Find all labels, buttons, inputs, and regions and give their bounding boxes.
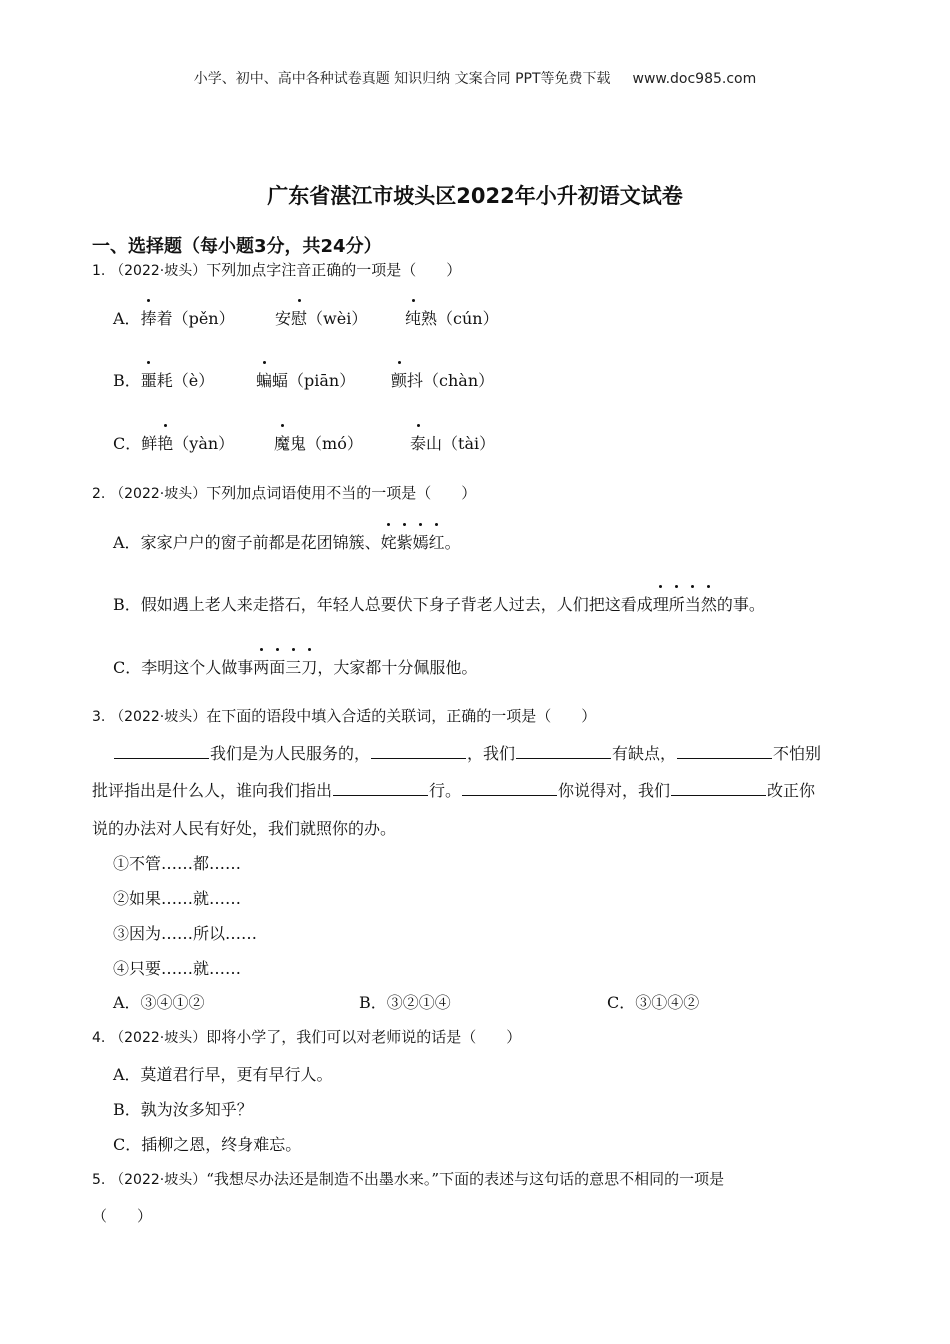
char: 抖 bbox=[407, 371, 424, 390]
passage-text: 有缺点， bbox=[612, 744, 677, 763]
dotted-char: 艳 bbox=[157, 431, 173, 454]
fill-blank[interactable] bbox=[462, 780, 557, 796]
dotted-char: 蝙 bbox=[256, 368, 272, 391]
passage-text: 我们是为人民服务的， bbox=[210, 744, 371, 763]
option-label: B． bbox=[113, 595, 141, 614]
q1-option-a-word2 bbox=[275, 306, 367, 329]
q1-option-b-word2 bbox=[256, 368, 355, 391]
q4-option-b[interactable]: B．孰为汝多知乎？ bbox=[113, 1100, 253, 1119]
question-number: 2. bbox=[92, 486, 106, 502]
question-4-stem bbox=[92, 1026, 521, 1047]
exam-title: 广东省湛江市坡头区2022年小升初语文试卷 bbox=[267, 184, 683, 208]
passage-text: 不怕别 bbox=[773, 744, 822, 763]
q1-option-b[interactable] bbox=[113, 368, 214, 391]
section-heading: 一、选择题（每小题3分，共24分） bbox=[92, 236, 382, 257]
question-number: 4. bbox=[92, 1030, 106, 1046]
question-5-stem bbox=[92, 1168, 724, 1189]
fill-blank[interactable] bbox=[516, 743, 611, 759]
fill-blank[interactable] bbox=[114, 743, 209, 759]
pinyin: （mó） bbox=[306, 434, 363, 453]
question-source: （2022·坡头） bbox=[110, 709, 207, 725]
question-3-stem bbox=[92, 705, 596, 726]
dotted-char: 捧 bbox=[141, 306, 157, 329]
pinyin: （chàn） bbox=[423, 371, 495, 390]
q3-item-4: ④只要……就…… bbox=[113, 959, 242, 978]
question-text: 下列加点字注音正确的一项是（ ） bbox=[206, 261, 462, 279]
passage-text: 批评指出是什么人，谁向我们指出 bbox=[92, 781, 333, 800]
dotted-char: 面 bbox=[269, 655, 285, 678]
pinyin: （wèi） bbox=[307, 309, 368, 328]
q3-option-a[interactable]: A．③④①② bbox=[113, 993, 205, 1012]
dotted-char: 纯 bbox=[405, 306, 421, 329]
option-text: 假如遇上老人来走搭石，年轻人总要伏下身子背老人过去，人们把这看成 bbox=[140, 595, 653, 614]
char: 熟 bbox=[421, 309, 438, 328]
q4-option-a[interactable]: A．莫道君行早，更有早行人。 bbox=[113, 1065, 333, 1084]
question-2-stem bbox=[92, 482, 476, 503]
dotted-char: 嫣 bbox=[413, 530, 429, 553]
question-text: 即将小学了，我们可以对老师说的话是（ ） bbox=[206, 1028, 522, 1046]
question-text: “我想尽办法还是制造不出墨水来。”下面的表述与这句话的意思不相同的一项是 bbox=[206, 1170, 725, 1188]
q4-option-c[interactable]: C．插柳之恩，终身难忘。 bbox=[113, 1135, 302, 1154]
dotted-char: 两 bbox=[253, 655, 269, 678]
passage-text: 你说得对，我们 bbox=[558, 781, 671, 800]
q1-option-c-word2 bbox=[274, 431, 363, 454]
q3-option-c[interactable]: C．③①④② bbox=[607, 993, 700, 1012]
dotted-char: 姹 bbox=[381, 530, 397, 553]
fill-blank[interactable] bbox=[371, 743, 466, 759]
option-text: ，大家都十分佩服他。 bbox=[317, 658, 478, 677]
q2-option-b[interactable] bbox=[113, 592, 765, 615]
question-text: 在下面的语段中填入合适的关联词，正确的一项是（ ） bbox=[206, 707, 597, 725]
question-number: 5. bbox=[92, 1172, 106, 1188]
dotted-char: 当 bbox=[685, 592, 701, 615]
pinyin: （tài） bbox=[442, 434, 496, 453]
option-text: 李明这个人做事 bbox=[141, 658, 254, 677]
question-number: 3. bbox=[92, 709, 106, 725]
option-label: A． bbox=[113, 309, 141, 328]
option-text: 的事。 bbox=[716, 595, 765, 614]
question-source: （2022·坡头） bbox=[110, 1172, 207, 1188]
char: 耗 bbox=[156, 371, 173, 390]
passage-text: ，我们 bbox=[467, 744, 516, 763]
dotted-char: 紫 bbox=[397, 530, 413, 553]
question-5-bracket: （ ） bbox=[92, 1207, 153, 1225]
q1-option-a-word3 bbox=[405, 306, 499, 329]
option-label: A． bbox=[113, 533, 141, 552]
dotted-char: 慰 bbox=[291, 306, 307, 329]
dotted-char: 刀 bbox=[301, 655, 317, 678]
dotted-char: 然 bbox=[701, 592, 717, 615]
q1-option-c[interactable] bbox=[113, 431, 234, 454]
char: 蝠 bbox=[272, 371, 289, 390]
dotted-char: 魔 bbox=[274, 431, 290, 454]
q1-option-c-word3 bbox=[410, 431, 495, 454]
question-source: （2022·坡头） bbox=[110, 486, 207, 502]
q3-passage-line-1 bbox=[113, 741, 821, 764]
dotted-char: 颤 bbox=[391, 368, 407, 391]
char: 着 bbox=[156, 309, 173, 328]
option-text: 家家户户的窗子前都是花团锦簇、 bbox=[140, 533, 381, 552]
question-text: 下列加点词语使用不当的一项是（ ） bbox=[206, 484, 477, 502]
q3-passage-line-3: 说的办法对人民有好处，我们就照你的办。 bbox=[92, 819, 397, 838]
char: 鬼 bbox=[290, 434, 307, 453]
option-label: C． bbox=[113, 658, 142, 677]
char: 山 bbox=[426, 434, 443, 453]
dotted-char: 泰 bbox=[410, 431, 426, 454]
fill-blank[interactable] bbox=[671, 780, 766, 796]
pinyin: （pěn） bbox=[172, 309, 235, 328]
dotted-char: 理 bbox=[653, 592, 669, 615]
option-label: B． bbox=[113, 371, 141, 390]
page-header bbox=[0, 68, 950, 88]
q1-option-a[interactable] bbox=[113, 306, 235, 329]
question-source: （2022·坡头） bbox=[110, 263, 207, 279]
question-1-stem bbox=[92, 259, 461, 280]
q3-item-3: ③因为……所以…… bbox=[113, 924, 258, 943]
pinyin: （yàn） bbox=[173, 434, 235, 453]
header-url[interactable]: www.doc985.com bbox=[632, 71, 757, 87]
dotted-char: 红 bbox=[429, 530, 445, 553]
pinyin: （piān） bbox=[288, 371, 356, 390]
fill-blank[interactable] bbox=[333, 780, 428, 796]
option-label: C． bbox=[113, 434, 142, 453]
header-text: 小学、初中、高中各种试卷真题 知识归纳 文案合同 PPT等免费下载 bbox=[193, 71, 611, 87]
q3-option-b[interactable]: B．③②①④ bbox=[359, 993, 451, 1012]
fill-blank[interactable] bbox=[677, 743, 772, 759]
dotted-char: 所 bbox=[669, 592, 685, 615]
question-number: 1. bbox=[92, 263, 106, 279]
dotted-char: 噩 bbox=[141, 368, 157, 391]
option-text: 。 bbox=[444, 533, 461, 552]
q2-option-c[interactable] bbox=[113, 655, 477, 678]
q2-option-a[interactable] bbox=[113, 530, 461, 553]
pinyin: （cún） bbox=[437, 309, 499, 328]
char: 安 bbox=[275, 309, 292, 328]
q1-option-b-word3 bbox=[391, 368, 494, 391]
dotted-char: 三 bbox=[285, 655, 301, 678]
pinyin: （è） bbox=[172, 371, 215, 390]
q3-item-2: ②如果……就…… bbox=[113, 889, 242, 908]
char: 鲜 bbox=[141, 434, 158, 453]
passage-text: 改正你 bbox=[767, 781, 816, 800]
q3-passage-line-2 bbox=[92, 778, 815, 801]
passage-text: 行。 bbox=[429, 781, 462, 800]
question-source: （2022·坡头） bbox=[110, 1030, 207, 1046]
q3-item-1: ①不管……都…… bbox=[113, 854, 242, 873]
